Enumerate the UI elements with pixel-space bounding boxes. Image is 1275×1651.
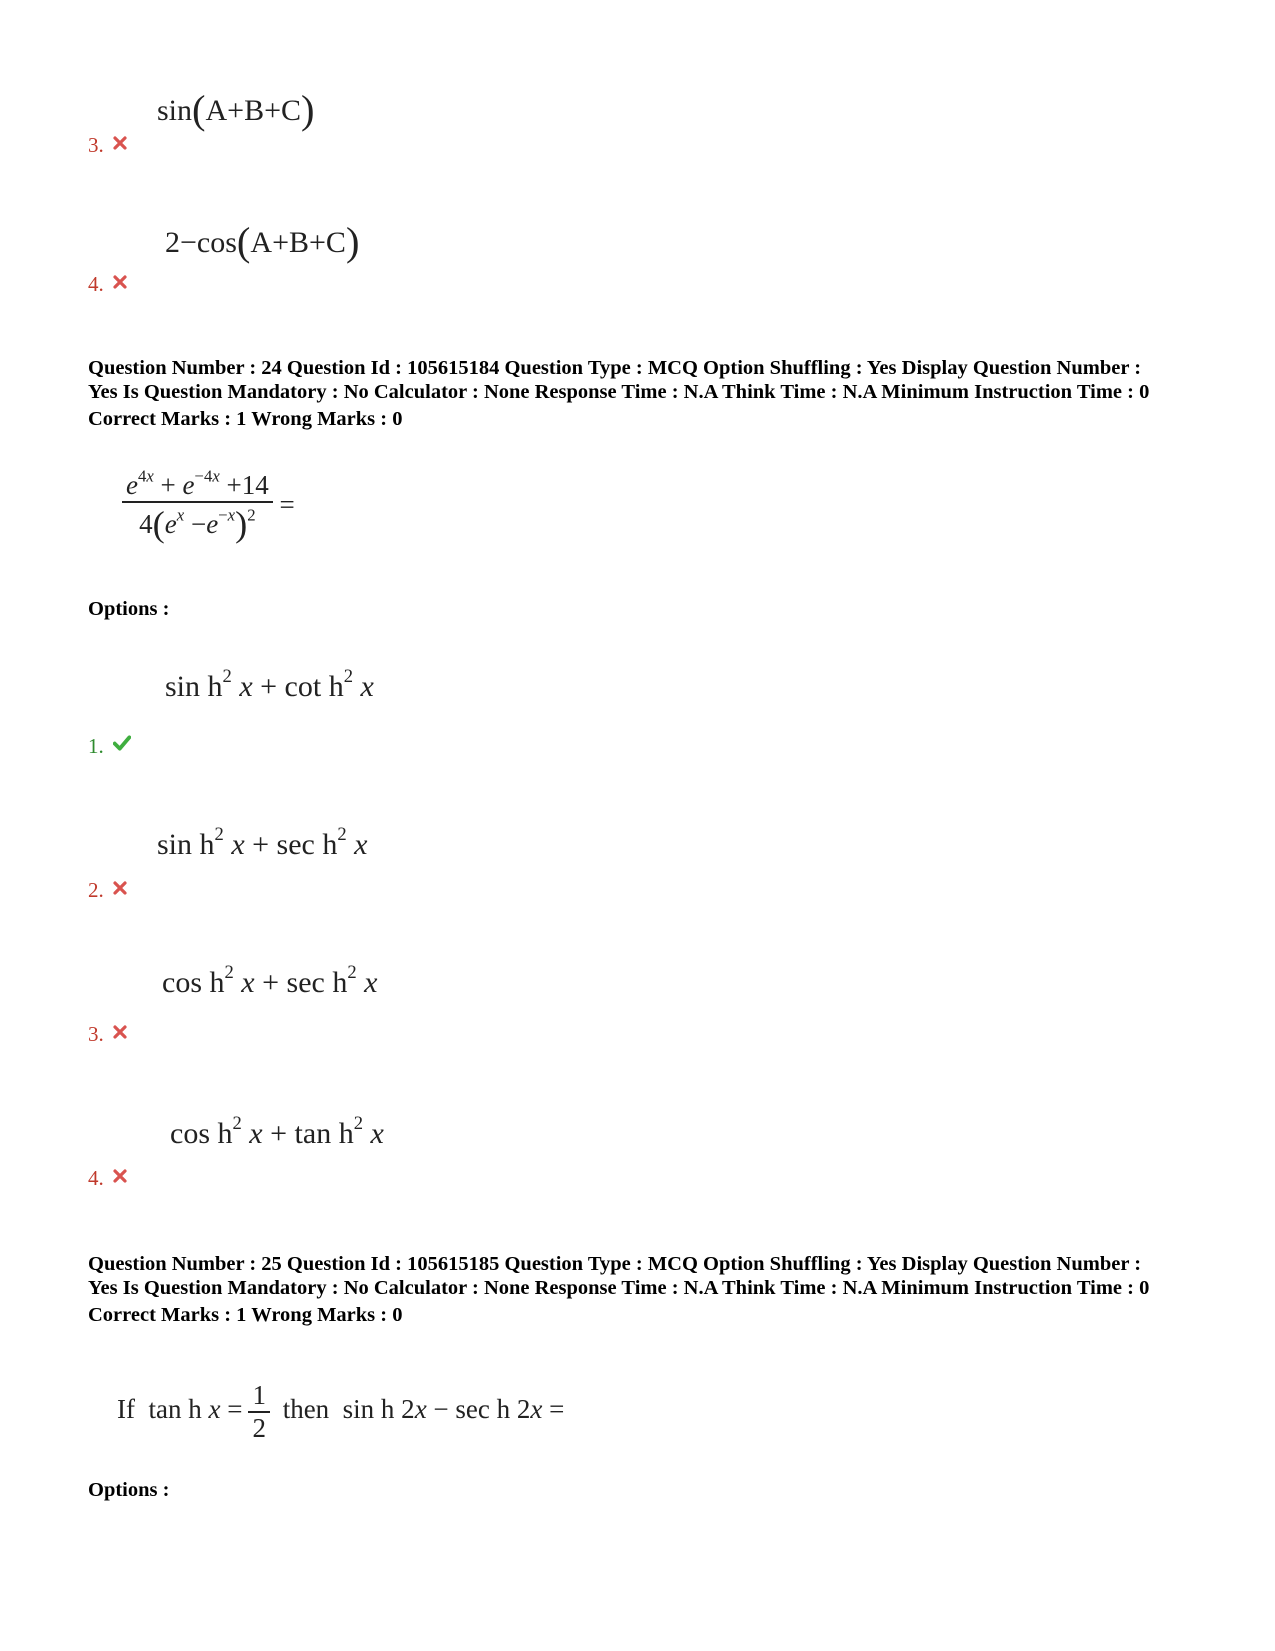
question-25-expression: If tan h x = $\frac{1}{2}$ then sin h 2x − sec h 2x =	[117, 1380, 565, 1443]
option-number: 2.	[88, 878, 104, 902]
cross-icon	[113, 136, 127, 150]
q24-option-4-expression: $\cos h^2$ $x + \tan h^2$ x	[170, 1113, 384, 1150]
cross-icon	[113, 1169, 127, 1183]
meta-line: Question Number : 25 Question Id : 105615185 Question Type : MCQ Option Shuffling : Yes Display Question Number :	[88, 1253, 1142, 1275]
option-number: 4.	[88, 1166, 104, 1190]
cross-icon	[113, 881, 127, 895]
q24-option-2-marker	[88, 878, 127, 903]
option-3-marker	[88, 133, 127, 158]
option-number: 1.	[88, 734, 104, 758]
option-number: 3.	[88, 1022, 104, 1046]
option-4-marker	[88, 272, 127, 297]
option-number: 3.	[88, 133, 104, 157]
q24-option-3-marker	[88, 1022, 127, 1047]
q24-option-1-marker	[88, 734, 131, 759]
cross-icon	[113, 1025, 127, 1039]
meta-line: Question Number : 24 Question Id : 105615184 Question Type : MCQ Option Shuffling : Yes Display Question Number :	[88, 357, 1142, 379]
cross-icon	[113, 275, 127, 289]
option-3-expression: sin(A+B+C)	[157, 87, 315, 132]
option-4-expression: 2−cos(A+B+C)	[165, 219, 360, 264]
meta-line: Correct Marks : 1 Wrong Marks : 0	[88, 1304, 403, 1326]
option-number: 4.	[88, 272, 104, 296]
q24-option-3-expression: $\cos h^2$ $x + \sec h^2$ x	[162, 962, 378, 999]
options-heading: Options :	[88, 1479, 170, 1501]
meta-line: Yes Is Question Mandatory : No Calculator : None Response Time : N.A Think Time : N.A Minimum Instruction Time : 0	[88, 381, 1150, 403]
q24-option-1-expression: $\sin h^2$ $x + \cot h^2$ x	[165, 666, 374, 703]
question-24-metadata	[88, 356, 1208, 431]
options-heading: Options :	[88, 598, 170, 620]
q24-option-2-expression: $\sin h^2$ $x + \sec h^2$ x	[157, 824, 368, 861]
q24-option-4-marker	[88, 1166, 127, 1191]
meta-line: Yes Is Question Mandatory : No Calculator : None Response Time : N.A Think Time : N.A Minimum Instruction Time : 0	[88, 1277, 1150, 1299]
question-25-metadata	[88, 1252, 1208, 1327]
check-icon	[113, 735, 131, 751]
question-24-expression: $\frac{e^{4x} + e^{-4x} +14}{4(e^x -e^{-x})^2}$ =	[122, 470, 295, 545]
meta-line: Correct Marks : 1 Wrong Marks : 0	[88, 408, 403, 430]
